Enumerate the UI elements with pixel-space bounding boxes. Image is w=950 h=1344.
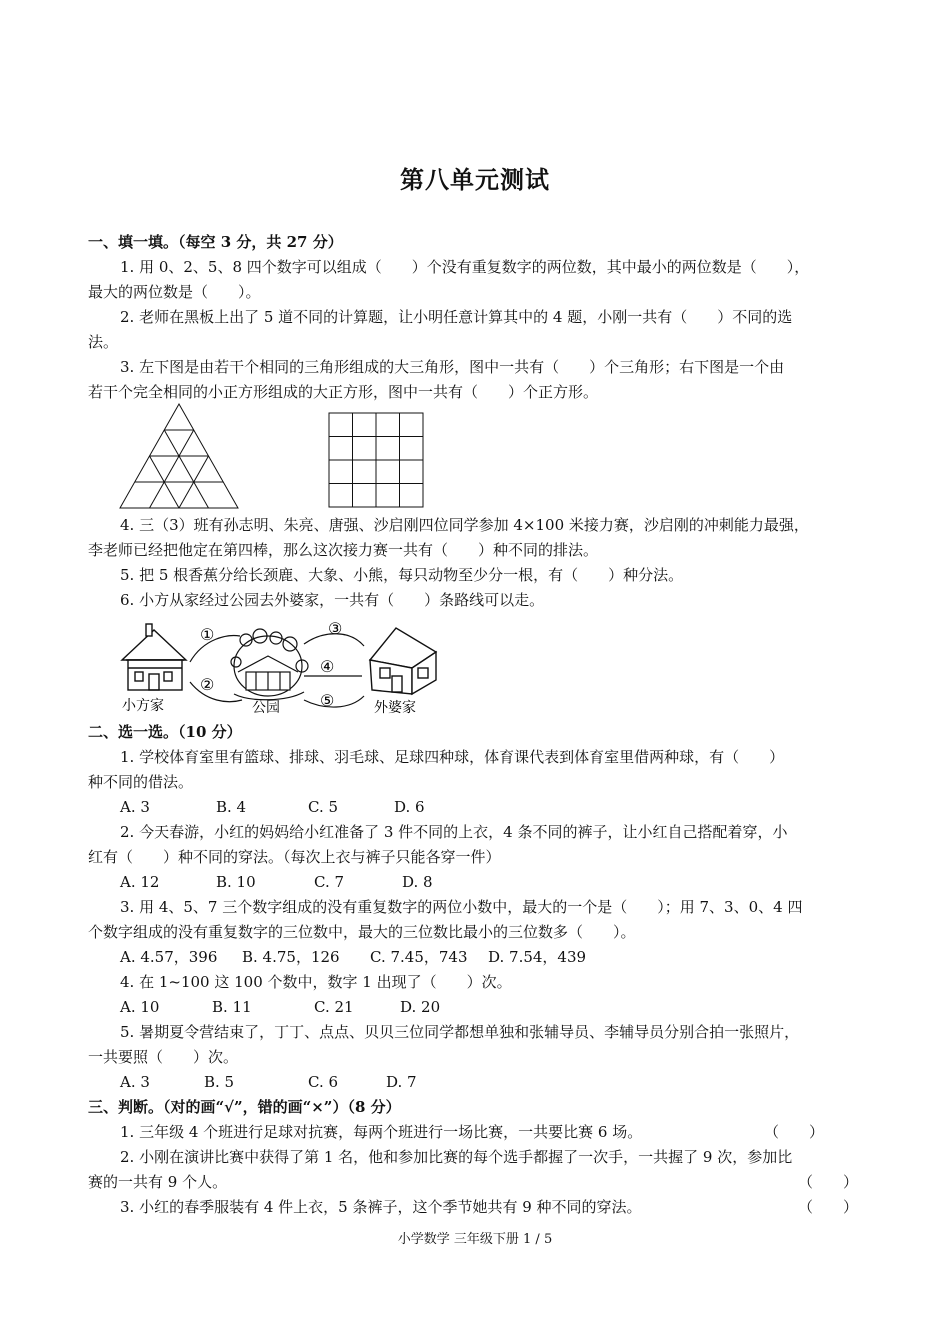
fill-q1-line2: 最大的两位数是（ ）。: [88, 283, 261, 301]
choice-q2-line2: 红有（ ）种不同的穿法。（每次上衣与裤子只能各穿一件）: [88, 848, 501, 866]
page-title: 第八单元测试: [400, 165, 550, 194]
route-2-label: ②: [200, 675, 215, 694]
choice-q3-options: [120, 946, 586, 968]
route-5-label: ⑤: [320, 691, 335, 710]
choice-q1-line2: 种不同的借法。: [88, 773, 194, 791]
park-label: 公园: [252, 700, 280, 716]
option-c: C. 7.45，743: [370, 948, 468, 966]
option-b: B. 4.75，126: [242, 948, 340, 966]
option-c: C. 7: [314, 873, 345, 891]
choice-q3-line1: 3. 用 4、5、7 三个数字组成的没有重复数字的两位小数中，最大的一个是（ ）；用 7、3、0、4 四: [120, 898, 803, 916]
section-heading-judge: 三、判断。（对的画“√”，错的画“×”）（8 分）: [88, 1098, 401, 1116]
choice-q3-line2: 个数字组成的没有重复数字的三位数中，最大的三位数比最小的三位数多（ ）。: [88, 923, 636, 941]
fill-q5: 5. 把 5 根香蕉分给长颈鹿、大象、小熊，每只动物至少分一根，有（ ）种分法。: [120, 566, 684, 584]
option-b: B. 4: [216, 798, 247, 816]
option-d: D. 6: [394, 798, 425, 816]
grandma-house-icon: [370, 628, 436, 694]
judge-q2-line2: 赛的一共有 9 个人。: [88, 1173, 228, 1191]
option-d: D. 20: [400, 998, 441, 1016]
choice-q4-options: [120, 996, 440, 1018]
option-d: D. 8: [402, 873, 433, 891]
choice-q1-line1: 1. 学校体育室里有篮球、排球、羽毛球、足球四种球，体育课代表到体育室里借两种球，有（ ）: [120, 748, 785, 766]
choice-q5-line2: 一共要照（ ）次。: [88, 1048, 239, 1066]
choice-q2-options: [120, 871, 433, 893]
fill-q3-line1: 3. 左下图是由若干个相同的三角形组成的大三角形，图中一共有（ ）个三角形；右下图是一个由: [120, 358, 785, 376]
option-b: B. 10: [216, 873, 256, 891]
choice-q1-options: [120, 796, 425, 818]
judge-q2-line1: 2. 小刚在演讲比赛中获得了第 1 名，他和参加比赛的每个选手都握了一次手，一共握了 9 次，参加比: [120, 1148, 793, 1166]
home-house-icon: [122, 624, 186, 690]
home-label: 小方家: [122, 698, 164, 714]
choice-q2-line1: 2. 今天春游，小红的妈妈给小红准备了 3 件不同的上衣，4 条不同的裤子，让小红自己搭配着穿，小: [120, 823, 788, 841]
park-icon: [231, 629, 308, 700]
route-1-label: ①: [200, 625, 215, 644]
judge-q1-answer: （ ）: [764, 1123, 825, 1141]
judge-q3-answer: （ ）: [798, 1198, 859, 1216]
choice-q5-line1: 5. 暑期夏令营结束了，丁丁、点点、贝贝三位同学都想单独和张辅导员、李辅导员分别合拍一张照片，: [120, 1023, 800, 1041]
grandma-label: 外婆家: [374, 700, 416, 716]
option-a: A. 12: [120, 873, 160, 891]
option-a: A. 10: [120, 998, 160, 1016]
option-a: A. 3: [120, 798, 150, 816]
option-a: A. 4.57，396: [120, 948, 218, 966]
judge-q2-answer: （ ）: [798, 1173, 859, 1191]
square-grid-figure: [328, 412, 424, 508]
section-heading-fill: 一、填一填。（每空 3 分，共 27 分）: [88, 233, 343, 251]
option-d: D. 7.54，439: [488, 948, 587, 966]
choice-q5-options: [120, 1071, 417, 1093]
choice-q4: 4. 在 1~100 这 100 个数中，数字 1 出现了（ ）次。: [120, 973, 512, 991]
option-c: C. 6: [308, 1073, 339, 1091]
option-a: A. 3: [120, 1073, 150, 1091]
section-heading-choice: 二、选一选。（10 分）: [88, 723, 242, 741]
fill-q3-line2: 若干个完全相同的小正方形组成的大正方形，图中一共有（ ）个正方形。: [88, 383, 599, 401]
option-b: B. 5: [204, 1073, 235, 1091]
triangle-figure: [118, 402, 240, 510]
fill-q4-line2: 李老师已经把他定在第四棒，那么这次接力赛一共有（ ）种不同的排法。: [88, 541, 599, 559]
fill-q2-line2: 法。: [88, 333, 119, 351]
option-c: C. 21: [314, 998, 354, 1016]
option-d: D. 7: [386, 1073, 417, 1091]
fill-q4-line1: 4. 三（3）班有孙志明、朱亮、唐强、沙启刚四位同学参加 4×100 米接力赛，沙启刚的冲刺能力最强，: [120, 516, 809, 534]
option-b: B. 11: [212, 998, 252, 1016]
fill-q2-line1: 2. 老师在黑板上出了 5 道不同的计算题，让小明任意计算其中的 4 题，小刚一共有（ ）不同的选: [120, 308, 793, 326]
judge-q3: 3. 小红的春季服装有 4 件上衣，5 条裤子，这个季节她共有 9 种不同的穿法。: [120, 1198, 642, 1216]
fill-q1-line1: 1. 用 0、2、5、8 四个数字可以组成（ ）个没有重复数字的两位数，其中最小的两位数是（ ），: [120, 258, 810, 276]
fill-q6: 6. 小方从家经过公园去外婆家，一共有（ ）条路线可以走。: [120, 591, 545, 609]
route-figure: [118, 616, 440, 716]
option-c: C. 5: [308, 798, 339, 816]
route-3-label: ③: [328, 619, 343, 638]
route-4-label: ④: [320, 657, 335, 676]
page-footer: 小学数学 三年级下册 1 / 5: [397, 1232, 553, 1247]
judge-q1: 1. 三年级 4 个班进行足球对抗赛，每两个班进行一场比赛，一共要比赛 6 场。: [120, 1123, 643, 1141]
